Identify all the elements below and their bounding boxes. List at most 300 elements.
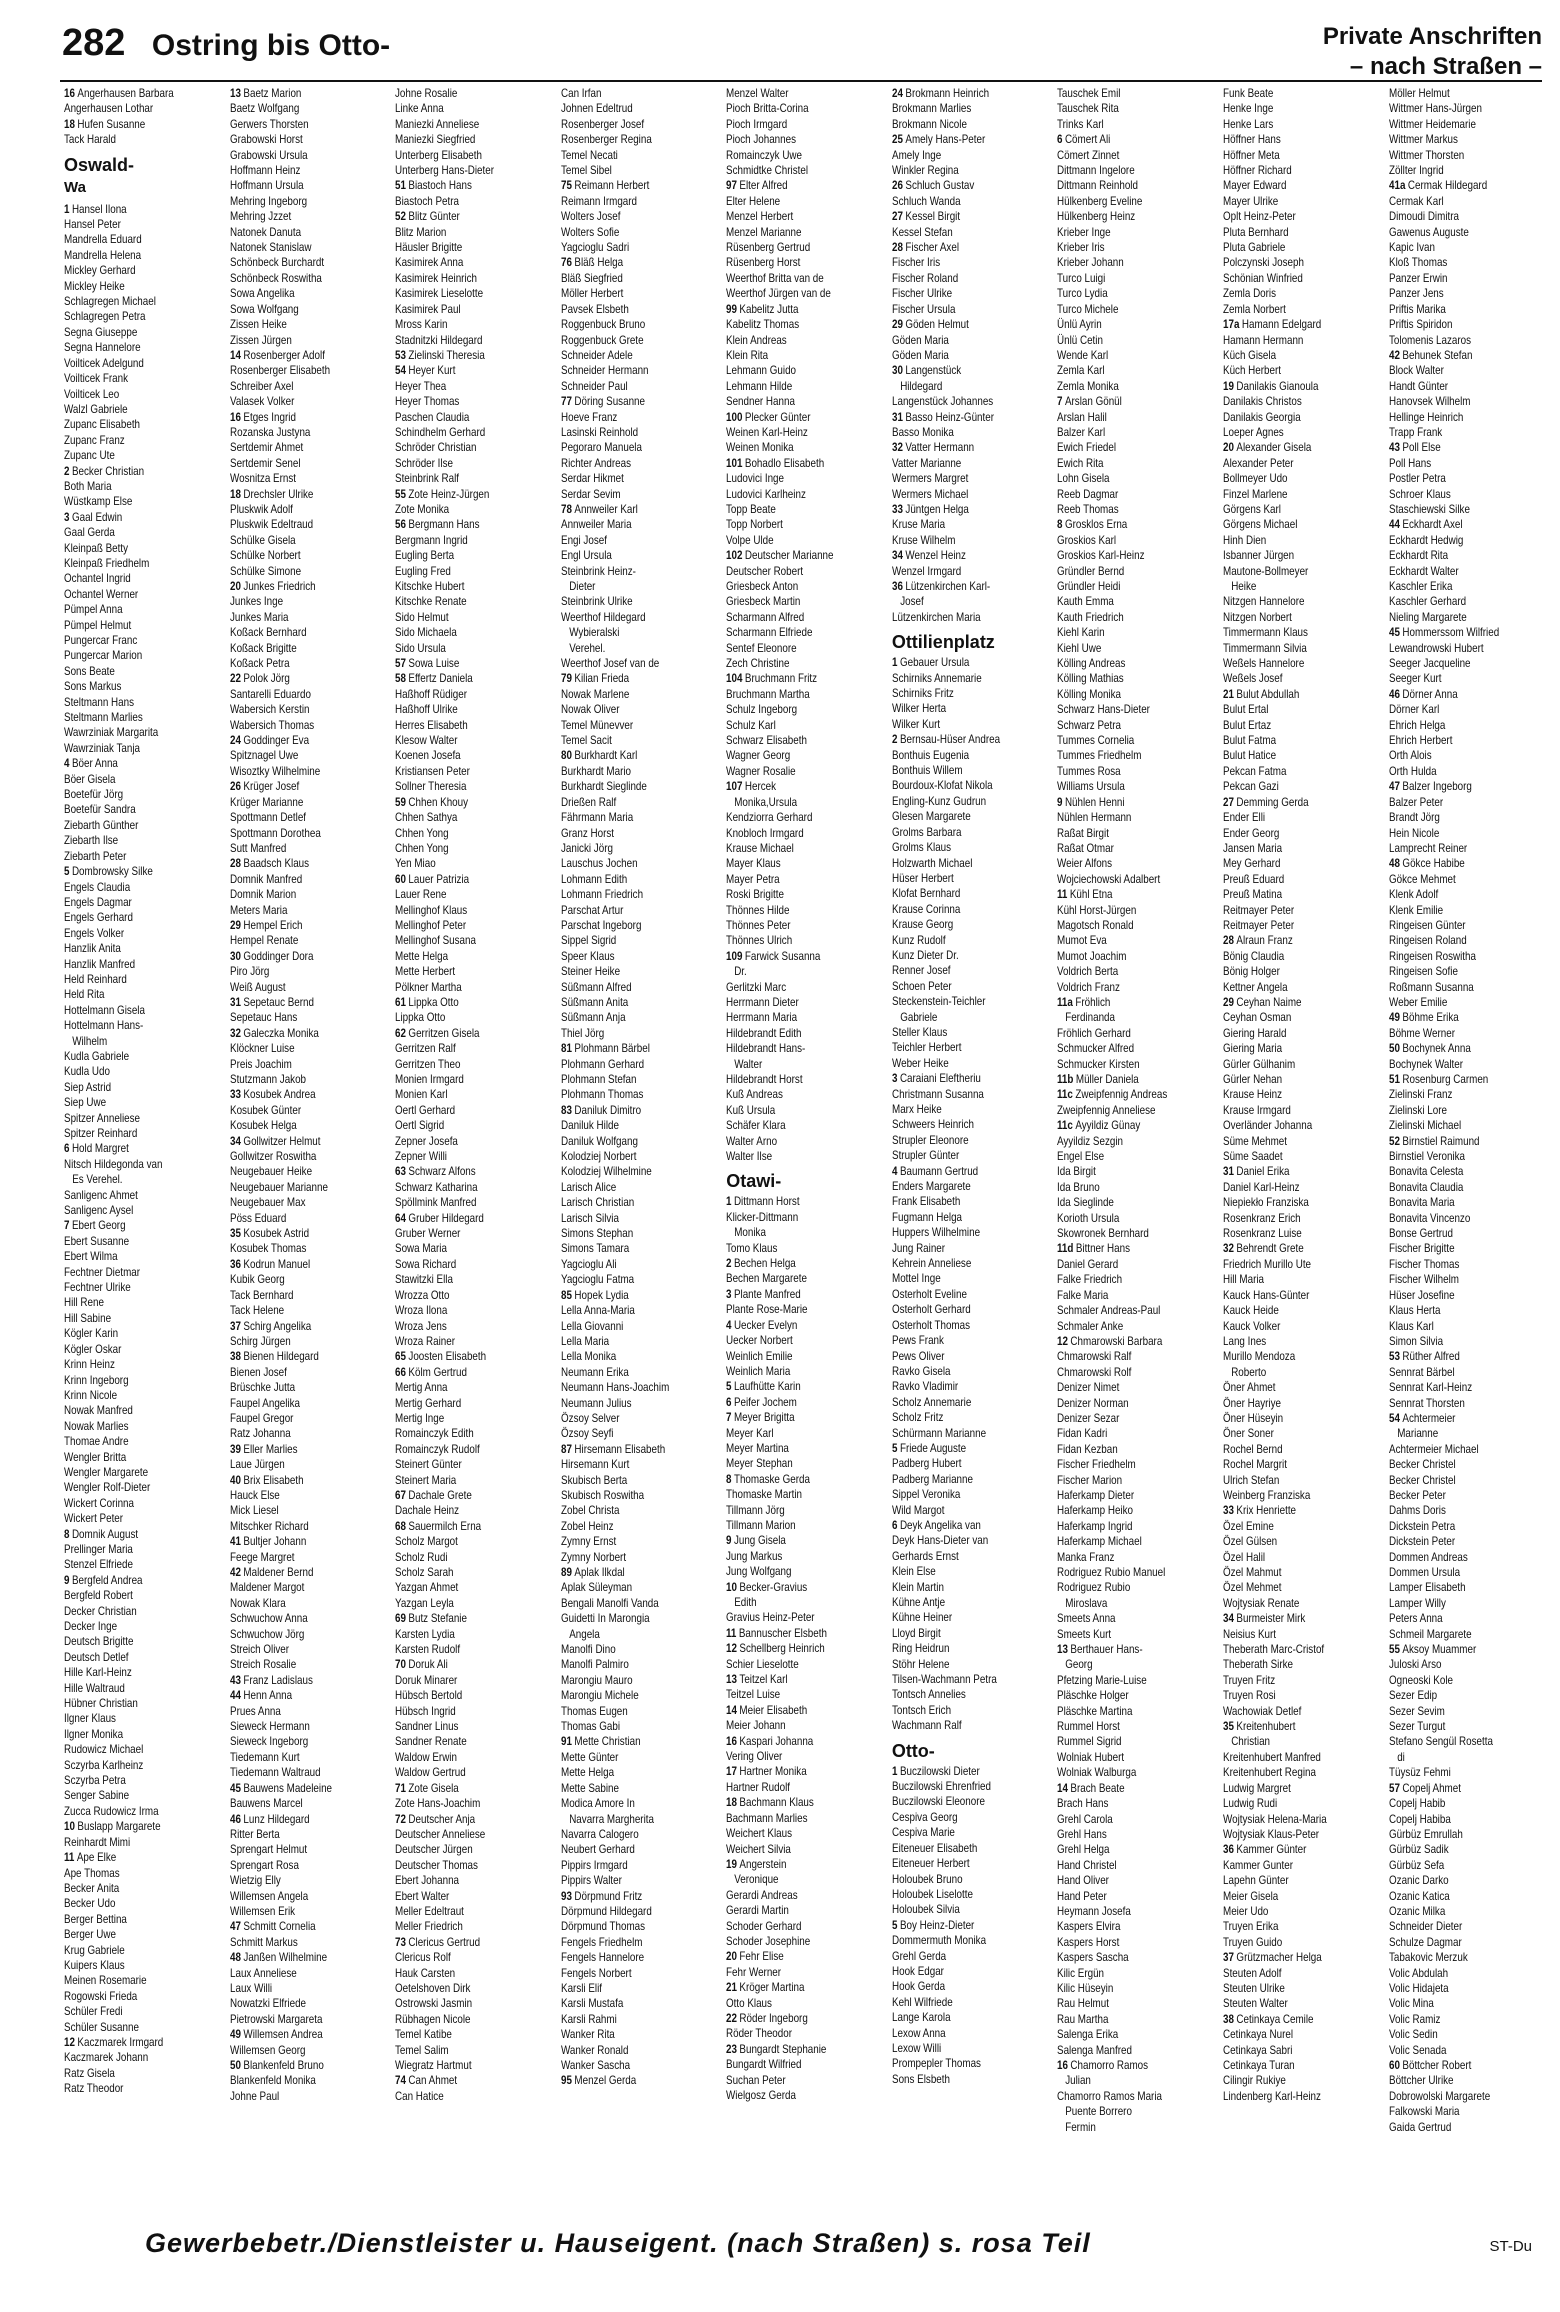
house-number: 7 xyxy=(726,1410,732,1425)
resident-entry xyxy=(395,255,524,270)
resident-entry xyxy=(230,148,359,163)
resident-name: Hanovsek Wilhelm xyxy=(1388,394,1470,409)
resident-name: Süßmann Alfred xyxy=(560,979,632,994)
resident-name: Clericus Rolf xyxy=(395,1950,451,1965)
resident-entry xyxy=(230,949,359,964)
resident-name: Meier Udo xyxy=(1222,1903,1269,1918)
resident-name: Reeb Thomas xyxy=(1057,501,1120,516)
resident-name: Bultjer Johann xyxy=(242,1534,306,1549)
resident-name: Kessel Stefan xyxy=(891,224,953,239)
resident-name: Kunz Dieter Dr. xyxy=(891,947,959,962)
house-number: 22 xyxy=(726,2010,738,2025)
resident-entry xyxy=(1389,1750,1518,1765)
resident-name: Engels Dagmar xyxy=(64,894,132,909)
house-number: 49 xyxy=(229,2027,241,2042)
resident-name: Schmaler Andreas-Paul xyxy=(1057,1303,1161,1318)
resident-entry xyxy=(1057,1226,1186,1241)
resident-name: Orth Alois xyxy=(1388,748,1432,763)
house-number: 21 xyxy=(1222,686,1234,701)
resident-entry xyxy=(1223,1657,1352,1672)
resident-entry xyxy=(892,1641,1021,1656)
resident-entry xyxy=(1389,1565,1518,1580)
resident-name: Mehring Jzzet xyxy=(229,209,291,224)
resident-name: Wagner Georg xyxy=(726,748,791,763)
resident-name: Gründler Bernd xyxy=(1057,563,1125,578)
resident-entry xyxy=(1389,1349,1518,1364)
resident-name: Steinert Günter xyxy=(395,1457,462,1472)
resident-name: Ozanic Darko xyxy=(1388,1873,1449,1888)
resident-entry xyxy=(1389,1781,1518,1796)
resident-entry xyxy=(1223,101,1352,116)
resident-entry xyxy=(1223,548,1352,563)
resident-name: Meller Edeltraut xyxy=(395,1903,465,1918)
resident-entry xyxy=(561,1904,690,1919)
resident-entry xyxy=(726,101,855,116)
resident-entry xyxy=(892,1210,1021,1225)
resident-name: Özsoy Seyfi xyxy=(560,1426,614,1441)
resident-name: Wittmer Heidemarie xyxy=(1388,116,1476,131)
resident-entry xyxy=(395,1072,524,1087)
resident-name: Lohmann Friedrich xyxy=(560,887,643,902)
resident-name: Pungercar Marion xyxy=(64,648,143,663)
resident-name: Mandrella Eduard xyxy=(64,232,142,247)
resident-name: Tiedemann Kurt xyxy=(229,1749,300,1764)
resident-entry xyxy=(561,1873,690,1888)
resident-name: Rosenkranz Erich xyxy=(1222,1210,1301,1225)
resident-entry xyxy=(1223,1503,1352,1518)
resident-name: Boetefür Sandra xyxy=(64,802,136,817)
resident-name: Ayyildiz Günay xyxy=(1075,1118,1141,1133)
resident-entry xyxy=(230,795,359,810)
resident-name: Krieber Johann xyxy=(1057,255,1125,270)
resident-entry xyxy=(1389,625,1518,640)
resident-name: Heyer Thomas xyxy=(395,394,460,409)
resident-name: Kendziorra Gerhard xyxy=(726,810,813,825)
resident-name: Wanker Rita xyxy=(560,2027,615,2042)
house-number: 9 xyxy=(64,1572,70,1587)
resident-name: Lewandrowski Hubert xyxy=(1388,640,1484,655)
resident-name: Süme Mehmet xyxy=(1222,1133,1287,1148)
resident-entry xyxy=(726,410,855,425)
resident-entry xyxy=(1389,579,1518,594)
resident-name: Segna Hannelore xyxy=(64,340,141,355)
resident-name: Wermers Margret xyxy=(891,471,969,486)
resident-entry xyxy=(1057,949,1186,964)
resident-entry xyxy=(1057,933,1186,948)
resident-entry xyxy=(395,117,524,132)
resident-name: Spitznagel Uwe xyxy=(229,748,298,763)
resident-entry xyxy=(395,548,524,563)
resident-name: Magotsch Ronald xyxy=(1057,917,1134,932)
house-number: 61 xyxy=(395,994,407,1009)
resident-entry xyxy=(395,872,524,887)
resident-name: Roggenbuck Grete xyxy=(560,332,644,347)
house-number: 60 xyxy=(1388,2058,1400,2072)
resident-name: Wojtysiak Renate xyxy=(1222,1595,1300,1610)
resident-entry xyxy=(395,379,524,394)
resident-name: Mumot Eva xyxy=(1057,933,1108,948)
resident-name: Lexow Willi xyxy=(891,2040,942,2055)
resident-name: Zielinski Lore xyxy=(1388,1102,1447,1117)
resident-entry xyxy=(1223,564,1352,579)
resident-name: Weichert Klaus xyxy=(726,1826,793,1841)
resident-name: Polczynski Joseph xyxy=(1222,255,1304,270)
resident-entry xyxy=(561,1319,690,1334)
resident-name: Hirsemann Kurt xyxy=(560,1457,630,1472)
resident-name: Steltmann Marlies xyxy=(64,710,143,725)
resident-name: Mellinghof Susana xyxy=(395,933,477,948)
resident-name: Falke Maria xyxy=(1057,1287,1109,1302)
resident-name: Wittmer Thorsten xyxy=(1388,147,1464,162)
resident-name: Schneider Paul xyxy=(560,378,628,393)
resident-name: Turco Luigi xyxy=(1057,270,1106,285)
resident-name: Uecker Norbert xyxy=(726,1333,793,1348)
resident-entry xyxy=(561,1935,690,1950)
resident-entry xyxy=(561,1288,690,1303)
resident-entry xyxy=(64,433,193,448)
resident-name: Ochantel Werner xyxy=(64,586,139,601)
resident-name: Teitzel Karl xyxy=(739,1672,788,1687)
resident-entry xyxy=(395,1334,524,1349)
resident-entry xyxy=(726,1057,855,1072)
resident-entry xyxy=(561,1812,690,1827)
resident-entry xyxy=(1223,2089,1352,2104)
resident-entry xyxy=(1389,1411,1518,1426)
house-number: 2 xyxy=(891,732,898,747)
resident-entry xyxy=(1223,2043,1352,2058)
resident-entry xyxy=(1223,748,1352,763)
resident-name: Kolodziej Wilhelmine xyxy=(560,1164,652,1179)
resident-entry xyxy=(1057,1673,1186,1688)
resident-name: Cilingir Rukiye xyxy=(1222,2073,1286,2088)
resident-name: Stadnitzki Hildegard xyxy=(395,332,483,347)
house-number: 3 xyxy=(726,1286,732,1301)
resident-entry xyxy=(230,579,359,594)
resident-entry xyxy=(1057,1657,1186,1672)
house-number: 27 xyxy=(891,209,903,224)
resident-name: Wolniak Hubert xyxy=(1057,1749,1125,1764)
resident-name: Topp Beate xyxy=(726,501,777,516)
resident-entry xyxy=(64,679,193,694)
resident-name: Koßack Petra xyxy=(229,656,290,671)
resident-entry xyxy=(64,1111,193,1126)
resident-name: Möller Herbert xyxy=(560,286,624,301)
street-heading-suffix: Wa xyxy=(64,178,86,196)
resident-entry xyxy=(1389,594,1518,609)
resident-name: Zemla Norbert xyxy=(1222,301,1286,316)
resident-entry xyxy=(561,964,690,979)
resident-name: Thomae Andre xyxy=(64,1434,129,1449)
resident-entry xyxy=(1223,1288,1352,1303)
house-number: 49 xyxy=(1388,1010,1400,1025)
resident-name: Peters Anna xyxy=(1388,1611,1443,1626)
resident-entry xyxy=(395,410,524,425)
resident-entry xyxy=(561,980,690,995)
resident-entry xyxy=(1223,1118,1352,1133)
resident-name: Ünlü Ayrin xyxy=(1057,317,1103,332)
resident-entry xyxy=(230,1103,359,1118)
resident-entry xyxy=(1223,533,1352,548)
resident-name: Henke Inge xyxy=(1222,101,1274,116)
resident-name: Knobloch Irmgard xyxy=(726,825,804,840)
resident-entry xyxy=(726,1595,855,1610)
resident-entry xyxy=(1057,240,1186,255)
resident-entry xyxy=(230,1134,359,1149)
resident-entry xyxy=(726,394,855,409)
resident-entry xyxy=(1057,764,1186,779)
resident-name: Sido Michaela xyxy=(395,625,457,640)
resident-entry xyxy=(1389,564,1518,579)
resident-entry xyxy=(892,1841,1021,1856)
resident-name: Schoder Josephine xyxy=(726,1933,811,1948)
resident-name: Mumot Joachim xyxy=(1057,948,1127,963)
resident-entry xyxy=(1057,702,1186,717)
resident-entry xyxy=(1389,225,1518,240)
resident-name: Enders Margarete xyxy=(891,1179,971,1194)
resident-entry xyxy=(395,240,524,255)
resident-name: Held Rita xyxy=(64,987,105,1002)
house-number: 6 xyxy=(64,1141,70,1156)
resident-entry xyxy=(1223,995,1352,1010)
resident-name: Yagcioglu Fatma xyxy=(560,1272,634,1287)
resident-entry xyxy=(726,779,855,794)
resident-name: Fröhlich Gerhard xyxy=(1057,1025,1132,1040)
resident-name: Simons Stephan xyxy=(560,1226,633,1241)
resident-name: Voldrich Berta xyxy=(1057,964,1119,979)
resident-entry xyxy=(395,1103,524,1118)
resident-entry xyxy=(561,1118,690,1133)
resident-entry xyxy=(726,1919,855,1934)
resident-entry xyxy=(1057,148,1186,163)
resident-name: Engels Volker xyxy=(64,925,125,940)
resident-entry xyxy=(395,517,524,532)
house-number: 65 xyxy=(395,1349,407,1364)
resident-entry xyxy=(892,1825,1021,1840)
resident-entry xyxy=(1389,1950,1518,1965)
resident-name: Willemsen Erik xyxy=(229,1903,295,1918)
house-number: 32 xyxy=(1222,1241,1234,1256)
resident-name: Es Verehel. xyxy=(72,1172,123,1187)
house-number: 31 xyxy=(229,994,241,1009)
resident-entry xyxy=(892,1933,1021,1948)
resident-entry xyxy=(1057,271,1186,286)
resident-entry xyxy=(726,240,855,255)
house-number: 23 xyxy=(726,2041,738,2056)
resident-entry xyxy=(561,271,690,286)
resident-name: Mautone-Bollmeyer xyxy=(1222,563,1309,578)
resident-name: Heyer Kurt xyxy=(408,363,456,378)
resident-entry xyxy=(1389,980,1518,995)
resident-entry xyxy=(230,1534,359,1549)
resident-entry xyxy=(1057,101,1186,116)
resident-entry xyxy=(64,1958,193,1973)
resident-entry xyxy=(64,602,193,617)
house-number: 29 xyxy=(1222,994,1234,1009)
resident-name: Böer Gisela xyxy=(64,771,116,786)
resident-entry xyxy=(1389,841,1518,856)
resident-name: Schluch Gustav xyxy=(905,178,975,193)
resident-name: Rodriguez Rubio xyxy=(1057,1580,1131,1595)
resident-entry xyxy=(726,656,855,671)
house-number: 2 xyxy=(726,1256,732,1271)
resident-name: Pews Frank xyxy=(891,1333,944,1348)
resident-entry xyxy=(561,1719,690,1734)
resident-entry xyxy=(892,286,1021,301)
resident-entry xyxy=(1223,826,1352,841)
resident-name: Domnik August xyxy=(71,1526,139,1541)
resident-name: Dickstein Petra xyxy=(1388,1518,1455,1533)
resident-entry xyxy=(1223,86,1352,101)
resident-entry xyxy=(1223,872,1352,887)
resident-entry xyxy=(1057,379,1186,394)
resident-entry xyxy=(230,779,359,794)
resident-entry xyxy=(561,1950,690,1965)
resident-name: Tomo Klaus xyxy=(726,1240,778,1255)
resident-name: Tauschek Emil xyxy=(1057,86,1121,100)
resident-entry xyxy=(230,594,359,609)
resident-entry xyxy=(1057,225,1186,240)
resident-name: Volic Ramiz xyxy=(1388,2011,1440,2026)
resident-entry xyxy=(1389,148,1518,163)
resident-name: Mottel Inge xyxy=(891,1271,941,1286)
resident-name: Deutscher Marianne xyxy=(745,548,834,563)
resident-name: Deutscher Robert xyxy=(726,563,804,578)
resident-entry xyxy=(1223,1827,1352,1842)
resident-name: Kögler Oskar xyxy=(64,1341,122,1356)
resident-entry xyxy=(1223,949,1352,964)
resident-name: Rosenkranz Luise xyxy=(1222,1226,1302,1241)
resident-entry xyxy=(561,132,690,147)
resident-name: Dachale Grete xyxy=(408,1487,472,1502)
resident-name: Cetinkaya Turan xyxy=(1222,2058,1295,2072)
resident-entry xyxy=(892,2056,1021,2071)
resident-entry xyxy=(395,933,524,948)
resident-entry xyxy=(64,1881,193,1896)
resident-entry xyxy=(395,225,524,240)
resident-name: Laux Willi xyxy=(229,1980,272,1995)
resident-name: Schüler Fredi xyxy=(64,2004,123,2019)
resident-entry xyxy=(561,302,690,317)
resident-name: Peifer Jochem xyxy=(734,1394,798,1409)
resident-name: Gerwers Thorsten xyxy=(229,116,309,131)
resident-name: Spöllmink Manfred xyxy=(395,1195,477,1210)
resident-entry xyxy=(1057,887,1186,902)
resident-entry xyxy=(1057,1087,1186,1102)
resident-entry xyxy=(230,240,359,255)
resident-name: Hook Edgar xyxy=(891,1963,944,1978)
resident-name: Heymann Josefa xyxy=(1057,1903,1132,1918)
resident-entry xyxy=(726,348,855,363)
resident-entry xyxy=(1389,1534,1518,1549)
resident-entry xyxy=(1057,1010,1186,1025)
resident-entry xyxy=(1057,410,1186,425)
resident-name: Schwarz Alfons xyxy=(408,1164,476,1179)
resident-entry xyxy=(1057,487,1186,502)
resident-name: Falkowski Maria xyxy=(1388,2104,1460,2119)
resident-entry xyxy=(726,2011,855,2026)
resident-name: Neugebauer Marianne xyxy=(229,1179,328,1194)
resident-name: Sendner Hanna xyxy=(726,394,796,409)
resident-name: Zielinski Theresia xyxy=(408,347,485,362)
resident-entry xyxy=(726,1456,855,1471)
resident-entry xyxy=(1389,795,1518,810)
resident-entry xyxy=(892,379,1021,394)
resident-entry xyxy=(230,903,359,918)
resident-entry xyxy=(1389,733,1518,748)
resident-name: Hildebrandt Edith xyxy=(726,1025,802,1040)
resident-entry xyxy=(230,379,359,394)
resident-entry xyxy=(1057,810,1186,825)
resident-entry xyxy=(1223,148,1352,163)
resident-entry xyxy=(1389,1812,1518,1827)
resident-name: Sprengart Helmut xyxy=(229,1842,307,1857)
resident-name: Ravko Vladimir xyxy=(891,1379,958,1394)
resident-name: Engling-Kunz Gudrun xyxy=(891,793,986,808)
resident-name: Zobel Christa xyxy=(560,1503,620,1518)
resident-entry xyxy=(1057,2073,1186,2088)
resident-name: Josef xyxy=(900,594,924,609)
resident-name: Chhen Sathya xyxy=(395,810,458,825)
resident-name: Seeger Jacqueline xyxy=(1388,656,1471,671)
street-heading: Otto- xyxy=(891,1740,935,1761)
resident-name: Hübsch Ingrid xyxy=(395,1703,456,1718)
resident-entry xyxy=(1057,795,1186,810)
resident-name: Weichert Silvia xyxy=(726,1841,792,1856)
resident-name: Ewich Rita xyxy=(1057,455,1104,470)
resident-entry xyxy=(726,148,855,163)
resident-name: Bergfeld Andrea xyxy=(71,1572,143,1587)
resident-name: Öner Soner xyxy=(1222,1426,1274,1441)
resident-entry xyxy=(892,825,1021,840)
resident-entry xyxy=(561,1889,690,1904)
resident-entry xyxy=(892,1117,1021,1132)
resident-name: Gaal Edwin xyxy=(71,509,123,524)
resident-name: Brokmann Heinrich xyxy=(905,86,989,100)
resident-name: Dr. xyxy=(734,964,748,979)
resident-name: Zote Heinz-Jürgen xyxy=(408,486,490,501)
resident-entry xyxy=(230,410,359,425)
resident-name: Bonavita Vincenzo xyxy=(1388,1210,1470,1225)
resident-entry xyxy=(64,1912,193,1927)
resident-entry xyxy=(561,286,690,301)
resident-name: Meters Maria xyxy=(229,902,287,917)
resident-name: Stawitzki Ella xyxy=(395,1272,454,1287)
resident-entry xyxy=(1389,856,1518,871)
resident-entry xyxy=(892,333,1021,348)
resident-name: Lohn Gisela xyxy=(1057,471,1110,486)
resident-name: Effertz Daniela xyxy=(408,671,473,686)
resident-entry xyxy=(1057,1827,1186,1842)
resident-name: Unterberg Hans-Dieter xyxy=(395,163,495,178)
house-number: 24 xyxy=(229,733,241,748)
resident-name: Möller Helmut xyxy=(1388,86,1450,100)
house-number: 85 xyxy=(560,1287,572,1302)
resident-name: Brandt Jörg xyxy=(1388,810,1440,825)
resident-entry xyxy=(395,1950,524,1965)
resident-name: Rüsenberg Gertrud xyxy=(726,240,811,255)
resident-name: Wolters Josef xyxy=(560,209,621,224)
resident-name: Achtermeier xyxy=(1401,1410,1455,1425)
resident-name: Bergmann Ingrid xyxy=(395,532,468,547)
resident-name: Scholz Sarah xyxy=(395,1565,454,1579)
resident-entry xyxy=(1223,795,1352,810)
resident-name: Neubert Gerhard xyxy=(560,1842,635,1857)
resident-name: Eckhardt Walter xyxy=(1388,563,1459,578)
resident-entry xyxy=(395,702,524,717)
resident-entry xyxy=(561,826,690,841)
resident-entry xyxy=(1057,1365,1186,1380)
resident-entry xyxy=(561,933,690,948)
